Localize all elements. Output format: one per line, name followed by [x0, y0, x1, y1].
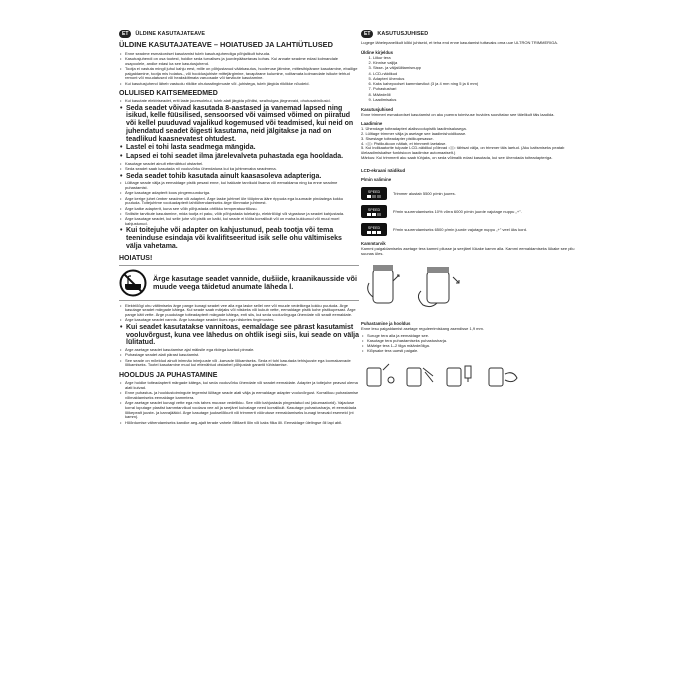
lcd-title: LCD-ekraani näidikud	[361, 168, 406, 174]
list-item: • Ärge asetage seadet kasutamise ajal mäksile ega riidega kaetud pinnale.	[119, 348, 359, 353]
part-item: 5. Adapteri ühendus	[373, 77, 584, 82]
no-bathtub-icon	[119, 269, 147, 297]
speed-level-bar	[367, 231, 371, 234]
heading-care: HOOLDUS JA PUHASTAMINE	[119, 372, 218, 380]
speed-level-bar	[372, 231, 376, 234]
list-item: • Seda seadet saab kasutada nii vooluvõrku ühendatuna kui ka juhtmevaba seadmena.	[119, 167, 359, 172]
part-item: 7. Puhastushari	[373, 87, 584, 92]
charge-steps	[361, 127, 584, 160]
list-item: • Määrige tera 1–2 tilga määrdeõliga.	[361, 344, 584, 349]
charge-title: Laadimine	[361, 121, 383, 127]
list-item: • Seda seadet tohib kasutada ainult kaasasoleva adapteriga.	[119, 173, 359, 181]
left-column	[119, 30, 359, 426]
list-item: • Klõpsake tera uuesti paigale.	[361, 349, 584, 354]
list-item: • Ärge katke adapterit, kuna see võib põhjustada ohtlikku temperatuuritõusu.	[119, 207, 359, 212]
speed-level-bar	[372, 213, 376, 216]
list-item: • Lülitage seade välja ja eemaldage pistik pesast enne, kui hakkate tarvikuid lisama või eemaldama ning ka enne seadme puhastamist.	[119, 181, 359, 190]
speed-row	[361, 187, 584, 200]
speed-row	[361, 205, 584, 218]
list-item: • Ärge hoidke toiteadapterit märgade kätega, kui seda vooluvõrku ühendate või seadet eemaldate. Adapter ja toitejuhe peavad olema alati kuivad.	[119, 381, 359, 390]
comb-text: Kammi paigaldamiseks asetage tera kammi pilusse ja seejärel lükake kamm alla. Kammi eemaldamiseks lükake see pilu suunas üles.	[361, 246, 575, 257]
charge-step: 2. Lülitage trimmer välja ja asetage see laadimishoidikusse.	[361, 131, 467, 137]
list-item: • Tootja ei vastuta mingil juhul kahju eest, mille on põhjustanud väärkasutus, hoolетuse jätmine, mittesihipärane kasutamine, ebaõige paigaldamine, tootja mis hoiatus-, või hooldusjuhiste mittejärgimine, tavapärane kulumine, volitamata kolmandate isikute tehtud remont või muudatused või heakskiitmata varuosade või tarvikute kasutamine.	[119, 67, 359, 81]
list-item: • Lastel ei tohi lasta seadmega mängida.	[119, 144, 359, 152]
list-item: • Puhastage seadet alati pärast kasutamist.	[119, 353, 359, 358]
heading-safety: OLULISED KAITSEMEEDMED	[119, 90, 218, 98]
warning-text: Ärge kasutage seadet vannide, dušiide, kraanikausside või muude veega täidetud anumate läheda l.	[153, 273, 357, 291]
section-label: ÜLDINE KASUTAJATEAVE	[135, 31, 206, 37]
list-item: • Ärge asetage seadet kunagi vette ega mis tahes muusse vedelikku. See võib kahjustada pingestatud osi (akumaatorid). Vajaduse korral loputage plastist kammtarvikud voolava vee all ja seejärel kuivatage need korralikult. Kasutage puhastusharja, et eemaldada lõikepealt juuste- ja karvajääkid. Ärge kasutage juukselõikurit või trimmerit vöörutuse eemaldamiseks kunagi teravaid esemeid (nt kamm).	[119, 401, 359, 420]
speed-level-bar	[377, 231, 381, 234]
parts-title: Üldine kirjeldus	[361, 49, 393, 55]
part-item: 9. Laadimisalus	[373, 98, 584, 103]
clean-intro: Enne lesu paigaldamist asetage reguleerimiskang asendisse 1,9 mm.	[361, 325, 484, 331]
speed-title: P/min valimine	[361, 177, 392, 183]
section-header	[361, 30, 584, 38]
list-item: • Kui kasutusjuhend läheb vastuolu riiklike ohutusstingimuste või -juhistega, tuleb järgida riiklikke nõudeid.	[119, 82, 359, 87]
list-item: • Lapsed ei tohi seadet ilma järelevalveta puhastada ega hooldada.	[119, 153, 359, 161]
speed-icon-label: SPEED	[367, 226, 381, 231]
list-item: • Kui toitejuhe või adapter on kahjustunud, peab tootja või tema teeninduse esindaja või kvalifitseeritud isik selle ohu vältimiseks välja vahetama.	[119, 227, 359, 250]
list-item: • Hõõrdumise vähendamiseks kandke aeg-ajalt terade vahele õlitilaelt lõin või kaks filka õli. Eemaldage ülelingse õli lapi abil.	[119, 421, 359, 426]
general-list	[119, 52, 359, 87]
usage-text: Enne trimmeri esmakordset kasutamist on aku puenra toimivuse huvides soovitatav see täielikult täis laadida.	[361, 111, 555, 117]
charge-step: Märkus: Kui trimmerit aku saab tühjaks, on seda võimalik edasi kasutada, kui see ühendada toiteadapteriga.	[361, 154, 553, 160]
heading-general: ÜLDINE KASUTAJATEAVE – HOIATUSED JA LAHTIÜTLUSED	[119, 40, 333, 49]
part-item: 2. Kinnise valjija	[373, 61, 584, 66]
list-item: • Kui kasutate elektriseadet, eriti laste juuresolekul, tuleb alati järgida põhilisi, sealhulgas järgnevaid, ohutusabinõusid.	[119, 99, 359, 104]
speed-display-icon	[361, 223, 387, 236]
speed-level-bar	[377, 213, 381, 216]
heading-warning: HOIATUS!	[119, 254, 153, 262]
charge-step: 4. ◁ ▷ Pistikuikoon näitab, et trimmerit laetakse.	[361, 140, 447, 146]
list-item: • Kasutage tera puhastamiseks puhastusharja.	[361, 339, 584, 344]
speed-display-icon	[361, 187, 387, 200]
list-item: • Kasutage seadet ainult ettenähtud otstarbel.	[119, 162, 359, 167]
speed-row	[361, 223, 584, 236]
charge-step: 5. Kui indikaatorite tulpade LCD-näidikul põlevad ◁ ▷ tähtsat välja, on trimmer täis laetud. (Aku kaitsmiseks peatab ülelaadimiskaitse funktsioon laadimise automaatselt.)	[361, 145, 565, 155]
comb-title: Kammtarvik	[361, 241, 386, 247]
speed-text: P/min suurendamiseks 10% võrra 6000 p/min juurde vajutage nuppu „+".	[393, 208, 522, 214]
list-item: • Ärge kasutage seadet, kui selle juhe või pistik on katki, kui seade ei tööta korralikult või on maha kukkunud või muul moel kahjustunud.	[119, 217, 359, 226]
list-item: • Suruge tera alla ja eemaldage see.	[361, 334, 584, 339]
parts-list	[361, 56, 584, 103]
speed-rows	[361, 187, 584, 236]
right-column	[361, 30, 584, 396]
cleaning-steps-illustration	[361, 358, 531, 392]
speed-text: Trimmer alustab 5500 p/min juures.	[393, 190, 456, 196]
speed-level-bar	[367, 195, 371, 198]
list-item: • See seade on mõeldud ainult inimnäo inimjuuste või -karvade lõikamiseks. Seda ei tohi kasutada tehisjuuste ega loomakarvade lõikamiseks. Tootei kasutamine muul kui ettenähtud otstarbel põhjustab garantii tühistamise.	[119, 359, 359, 368]
care-list	[119, 381, 359, 425]
list-item: • Kui seadet kasutatakse vannitoas, eemaldage see pärast kasutamist vooluvõrgust, kuna vee lähedus on ohtlik isegi siis, kui seade on välja lülitatud.	[119, 324, 359, 347]
section-label: KASUTUSJUHISED	[377, 31, 429, 37]
charge-step: 1. Ühendage toiteadapteri alalisvoolupistik laadimisalusega.	[361, 126, 467, 132]
list-item: • Snilisite tarvikute kasutamine, mida tootja ei paku, võib põhjustada tulekahju, elektrilöögi või vigastuse ja seadet kahjustada.	[119, 212, 359, 217]
warning-list	[119, 304, 359, 368]
part-item: 4. LCD-näidikud	[373, 72, 584, 77]
speed-text: P/min suurendamiseks 6500 p/min juurde vajutage nuppu „+" veel üks kord.	[393, 226, 528, 232]
list-item: • Enne seadme esmakordset kasutamist tuleb kasutusjuhendiga põhjalikult tutvuda.	[119, 52, 359, 57]
comb-attachment-illustration	[361, 261, 471, 317]
part-item: 3. Sisse- ja väljalülitamisnupp	[373, 66, 584, 71]
list-item: • Enne puhastus- ja hooldustoimingute tegemist lülitage seade alati välja ja eemaldage adapter vooluvõrgust. Korralikuu puhastamise võimaldamiseks eemaldage kammtera.	[119, 391, 359, 400]
speed-level-bar	[377, 195, 381, 198]
list-item: • Ärge kerige juhet ümber seadme või adapteri. Ärge laske juhtmel üle tööpinna ääre rippuda ega kuumade pindadega kokku puutuda. Toitejuhtme vooluadapterit lahtiühendamiseks ärge tõmmake juhtmest.	[119, 197, 359, 206]
language-badge: ET	[361, 30, 373, 38]
speed-icon-label: SPEED	[367, 190, 381, 195]
charge-step: 3. Sisestage toiteadapter pistikupesasse.	[361, 135, 434, 141]
clean-title: Puhastamine ja hooldus	[361, 320, 411, 326]
section-header	[119, 30, 359, 38]
speed-level-bar	[372, 195, 376, 198]
speed-display-icon	[361, 205, 387, 218]
speed-icon-label: SPEED	[367, 208, 381, 213]
language-badge: ET	[119, 30, 131, 38]
speed-level-bar	[367, 213, 371, 216]
usage-title: Kasutusjuhised	[361, 106, 393, 112]
part-item: 6. Kaks kahepoolset kammtarvikut (3 ja 4 mm ning 5 ja 6 mm)	[373, 82, 584, 87]
safety-list	[119, 99, 359, 251]
intro-text: Lugege lähelepanelikult kõiki juhiseid, et teha end enne kasutamist tuttavaks oma uue ULTRON TRIMMERIGA.	[361, 40, 559, 45]
list-item: • Ärge kasutage seadet vannis. Ärge kasutage seadet õues ega niisketes tingimustes.	[119, 318, 359, 323]
part-item: 1. Liikur tera	[373, 56, 584, 61]
clean-list	[361, 334, 584, 355]
list-item: • Kasutusjuhendi on osa tootest, hoidke seda turvalises ja juurdepääsetavas kohas. Kui annate seadme edasi kolmandale osapoolele, andke edasi ka see kasutusjuhend.	[119, 57, 359, 66]
list-item: • Seda seadet võivad kasutada 8-aastased ja vanemad lapsed ning isikud, kelle füüsilised, sensoorsed või vaimsed võimed on piiratud või kellel puuduvad vajalikud kogemused või teadmised, kui neid on juhendatud seadet õigesti kasutama, neid jälgitakse ja nad on teadlikud kaasnevatest ohtudest.	[119, 105, 359, 144]
list-item: • Elektriõõgi ohu vältimiseks ärge pange kunagi seadet vee alla ega laske sellel vee või muude vedelikega kokku puutuda. Ärge kasutage seadet märgade kätega. Kui seade saab märjaks või niiskeks või kukub vette, eemaldage pistik kohe pistikupesast. Ärge pange kätt vette. Ärge puudutage toiteadapterit märgade kätega, enti siis, kui seda vooluvõrguga ühendate või seadt eemaldate.	[119, 304, 359, 318]
warning-box	[119, 265, 359, 301]
part-item: 8. Määrdeõli	[373, 93, 584, 98]
list-item: • Ärge kasutage adapterit koos pingemuunduriga.	[119, 191, 359, 196]
